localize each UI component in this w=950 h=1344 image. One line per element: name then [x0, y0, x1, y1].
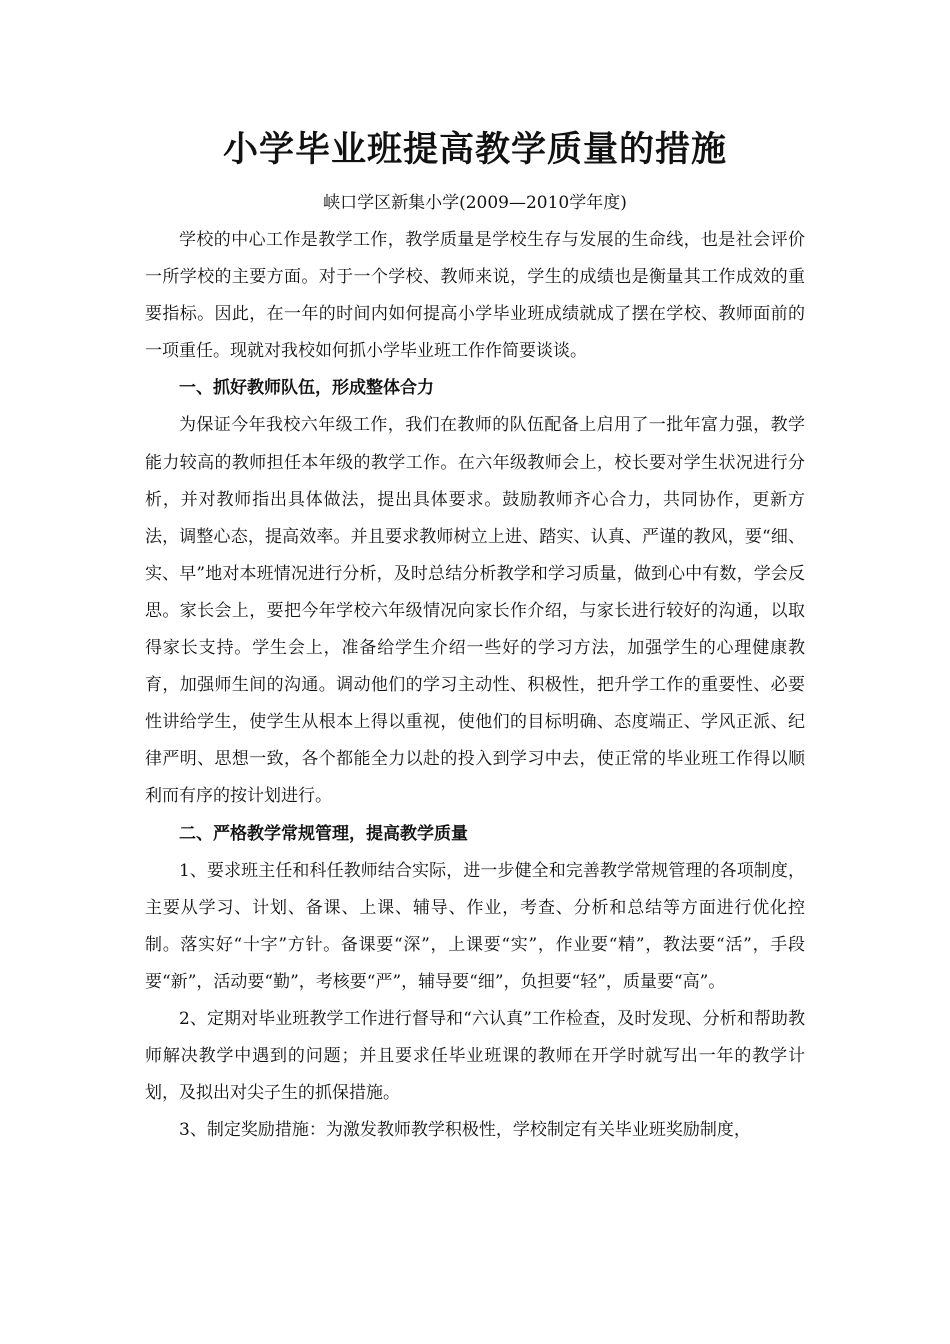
section-2-item-3: 3、制定奖励措施：为激发教师教学积极性，学校制定有关毕业班奖励制度， — [179, 1120, 751, 1141]
section-heading-2: 二、严格教学常规管理，提高教学质量 — [179, 823, 468, 844]
section-2-item-1: 1、要求班主任和科任教师结合实际，进一步健全和完善教学常规管理的各项制度，主要从学习、计划、备课、上课、辅导、作业，考查、分析和总结等方面进行优化控制。落实好“十字”方针。备课要“深”，上课要“实”，作业要“精”，教法要“活”，手段要“新”，活动要“勤”，考核要“严”，辅导要“细”，负担要“轻”，质量要“高”。 — [145, 860, 805, 992]
section-2-item-2: 2、定期对毕业班教学工作进行督导和“六认真”工作检查，及时发现、分析和帮助教师解决教学中遇到的问题；并且要求任毕业班课的教师在开学时就写出一年的教学计划，及拟出对尖子生的抓保措施。 — [145, 1008, 805, 1104]
document-title: 小学毕业班提高教学质量的措施 — [222, 129, 727, 170]
intro-paragraph: 学校的中心工作是教学工作，教学质量是学校生存与发展的生命线，也是社会评价一所学校的主要方面。对于一个学校、教师来说，学生的成绩也是衡量其工作成效的重要指标。因此，在一年的时间内如何提高小学毕业班成绩就成了摆在学校、教师面前的一项重任。现就对我校如何抓小学毕业班工作作简要谈谈。 — [145, 230, 805, 362]
document-subtitle: 峡口学区新集小学(2009—2010学年度) — [323, 193, 627, 213]
section-heading-1: 一、抓好教师队伍，形成整体合力 — [179, 378, 434, 399]
document-body — [145, 222, 805, 1149]
section-1-paragraph: 为保证今年我校六年级工作，我们在教师的队伍配备上启用了一批年富力强，教学能力较高的教师担任本年级的教学工作。在六年级教师会上，校长要对学生状况进行分析，并对教师指出具体做法，提出具体要求。鼓励教师齐心合力，共同协作，更新方法，调整心态，提高效率。并且要求教师树立上进、踏实、认真、严谨的教风，要“细、实、早”地对本班情况进行分析，及时总结分析教学和学习质量，做到心中有数，学会反思。家长会上，要把今年学校六年级情况向家长作介绍，与家长进行较好的沟通，以取得家长支持。学生会上，准备给学生介绍一些好的学习方法，加强学生的心理健康教育，加强师生间的沟通。调动他们的学习主动性、积极性，把升学工作的重要性、必要性讲给学生，使学生从根本上得以重视，使他们的目标明确、态度端正、学风正派、纪律严明、思想一致，各个都能全力以赴的投入到学习中去，使正常的毕业班工作得以顺利而有序的按计划进行。 — [145, 415, 805, 807]
